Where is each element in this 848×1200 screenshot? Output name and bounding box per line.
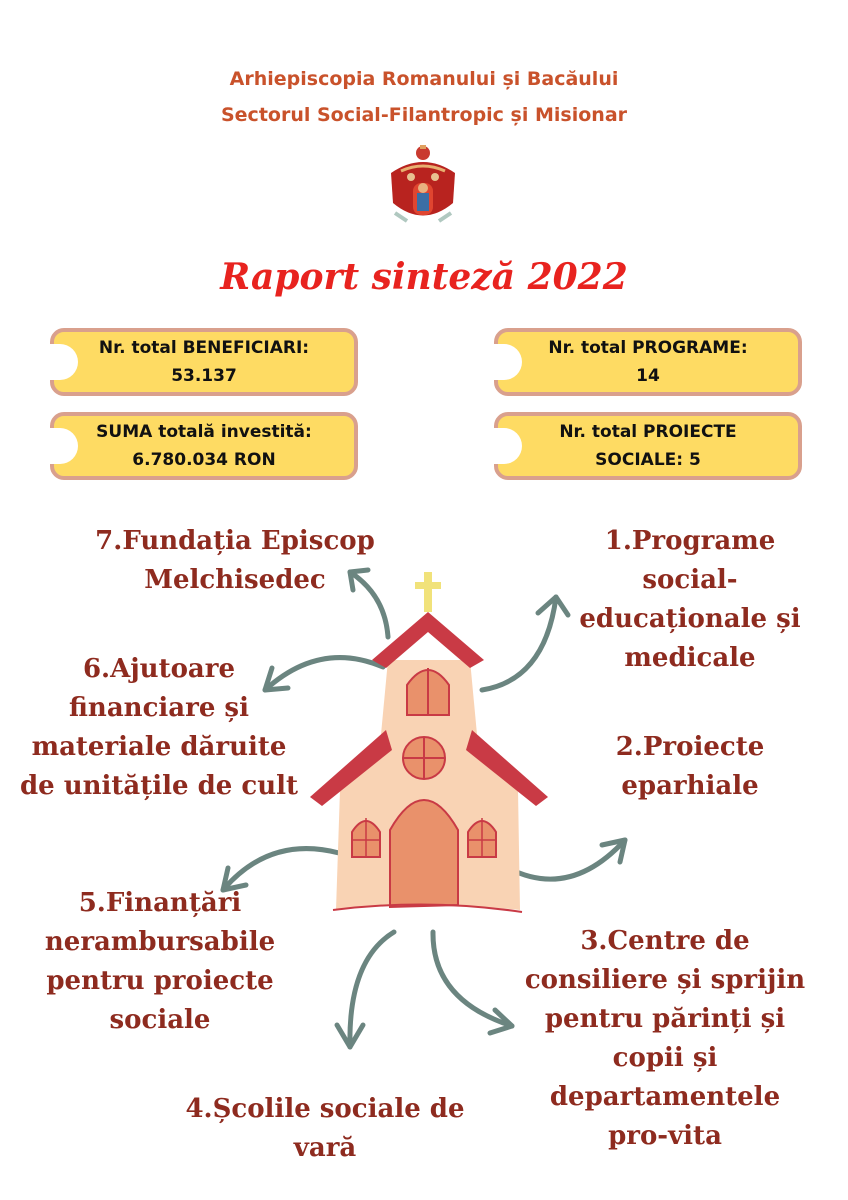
item-line: 6.Ajutoare [82,654,236,684]
item-line: sociale [109,1005,211,1035]
item-5-finantari [20,884,300,1040]
arrow-to-item4 [350,932,394,1047]
item-line: materiale dăruite [31,732,287,762]
diocese-name: Arhiepiscopia Romanului și Bacăului [229,68,619,90]
item-line: financiare și [69,693,249,723]
item-2-proiecte [565,728,815,806]
arrow-to-item1 [482,597,556,690]
item-line: eparhiale [621,771,759,801]
stat-label: SUMA totală investită: [96,422,312,442]
item-line: 1.Programe [604,526,776,556]
item-3-centre [500,922,830,1156]
church-icon [310,572,548,912]
item-line: social- [642,565,738,595]
item-1-programe [565,522,815,678]
stat-value: 53.137 [171,366,237,386]
item-line: nerambursabile [44,927,276,957]
item-line: departamentele [549,1082,781,1112]
stat-value: SOCIALE: 5 [595,450,701,470]
item-line: vară [293,1133,357,1163]
stat-label: Nr. total PROIECTE [559,422,737,442]
stat-value: 14 [636,366,660,386]
item-4-scolile [160,1090,490,1168]
item-line: pentru proiecte [46,966,274,996]
item-line: medicale [624,643,756,673]
item-line: pro-vita [608,1121,722,1151]
item-line: Melchisedec [144,565,326,595]
report-title: Raport sinteză 2022 [220,256,628,298]
item-line: copii și [612,1043,718,1073]
item-6-ajutoare [4,650,314,806]
item-7-fundatia [60,522,410,600]
sector-name: Sectorul Social-Filantropic și Misionar [220,104,628,126]
item-line: educaționale și [579,604,801,634]
stat-label: Nr. total BENEFICIARI: [98,338,310,358]
item-line: pentru părinți și [544,1004,786,1034]
item-line: de unitățile de cult [19,771,299,801]
item-line: consiliere și sprijin [524,965,806,995]
item-line: 2.Proiecte [615,732,765,762]
item-line: 5.Finanțări [78,888,242,918]
item-line: 4.Școlile sociale de [185,1094,465,1124]
stat-label: Nr. total PROGRAME: [548,338,748,358]
item-line: 7.Fundația Episcop [95,526,375,556]
stat-value: 6.780.034 RON [132,450,276,470]
item-line: 3.Centre de [580,926,750,956]
